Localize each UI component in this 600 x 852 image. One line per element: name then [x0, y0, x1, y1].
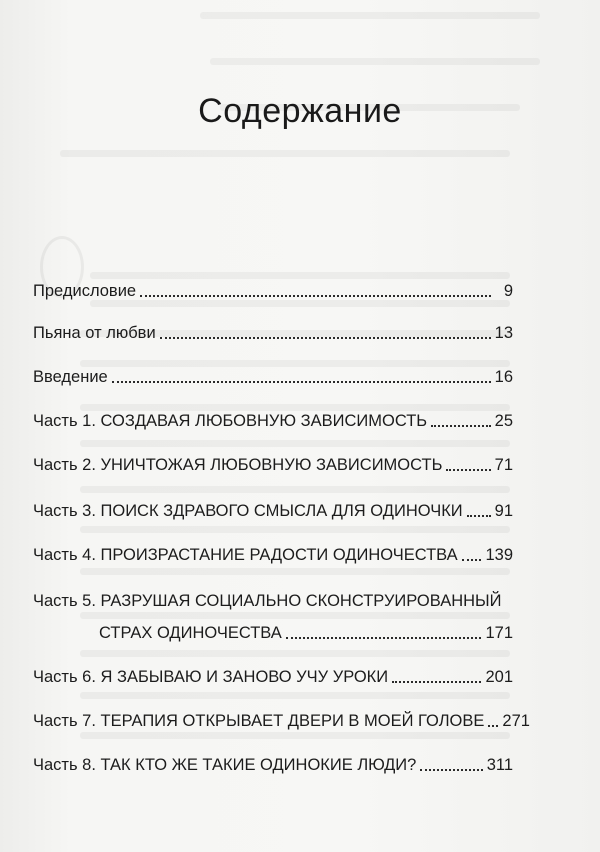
dot-leader [392, 680, 481, 683]
toc-entry-introduction[interactable] [33, 366, 513, 388]
toc-entry-label: Часть 2. УНИЧТОЖАЯ ЛЮБОВНУЮ ЗАВИСИМОСТЬ [33, 456, 443, 474]
toc-entry-label: Введение [33, 368, 108, 386]
toc-entry-part-2[interactable] [33, 454, 513, 476]
toc-entry-label: Предисловие [33, 282, 137, 300]
toc-entry-part-3[interactable] [33, 500, 513, 522]
dot-leader [140, 294, 491, 297]
dot-leader [112, 380, 491, 383]
dot-leader [488, 724, 498, 727]
toc-entry-part-7[interactable] [33, 710, 530, 732]
toc-entry-label: Пьяна от любви [33, 324, 156, 342]
toc-entry-label: Часть 7. ТЕРАПИЯ ОТКРЫВАЕТ ДВЕРИ В МОЕЙ ГОЛОВЕ [33, 712, 485, 730]
toc-entry-drunk-on-love[interactable] [33, 322, 513, 344]
toc-entry-label: Часть 4. ПРОИЗРАСТАНИЕ РАДОСТИ ОДИНОЧЕСТВА [33, 546, 458, 564]
toc-entry-label: Часть 1. СОЗДАВАЯ ЛЮБОВНУЮ ЗАВИСИМОСТЬ [33, 412, 428, 430]
page-title: Содержание [198, 92, 402, 130]
toc-entry-page: 71 [494, 456, 513, 474]
dot-leader [431, 424, 491, 427]
dot-leader [446, 468, 490, 471]
toc-entry-label: Часть 6. Я ЗАБЫВАЮ И ЗАНОВО УЧУ УРОКИ [33, 668, 389, 686]
toc-entry-page: 201 [485, 668, 513, 686]
dot-leader [160, 336, 491, 339]
toc-entry-page: 271 [502, 712, 530, 730]
toc-entry-part-5[interactable] [33, 590, 513, 644]
toc-entry-page: 139 [485, 546, 513, 564]
toc-entry-preface[interactable] [33, 280, 513, 302]
dot-leader [467, 514, 491, 517]
toc-entry-part-8[interactable] [33, 754, 513, 776]
toc-entry-page: 9 [503, 282, 513, 300]
toc-entry-page: 13 [494, 324, 513, 342]
toc-entry-part-6[interactable] [33, 666, 513, 688]
toc-entry-page: 25 [494, 412, 513, 430]
toc-entry-continuation [33, 622, 513, 644]
toc-entry-page: 91 [494, 502, 513, 520]
toc-entry-part-1[interactable] [33, 410, 513, 432]
toc-entry-label-line2: СТРАХ ОДИНОЧЕСТВА [99, 624, 282, 642]
toc-entry-label: Часть 5. РАЗРУШАЯ СОЦИАЛЬНО СКОНСТРУИРОВАННЫЙ [33, 592, 502, 610]
toc-entry-page: 311 [486, 756, 513, 774]
dot-leader [462, 558, 482, 561]
toc-entry-part-4[interactable] [33, 544, 513, 566]
toc-entry-page: 16 [494, 368, 513, 386]
toc-entry-label: Часть 8. ТАК КТО ЖЕ ТАКИЕ ОДИНОКИЕ ЛЮДИ? [33, 756, 417, 774]
toc-entry-label: Часть 3. ПОИСК ЗДРАВОГО СМЫСЛА ДЛЯ ОДИНОЧКИ [33, 502, 463, 520]
toc-entry-page: 171 [485, 624, 513, 642]
dot-leader [286, 636, 482, 639]
dot-leader [420, 768, 482, 771]
